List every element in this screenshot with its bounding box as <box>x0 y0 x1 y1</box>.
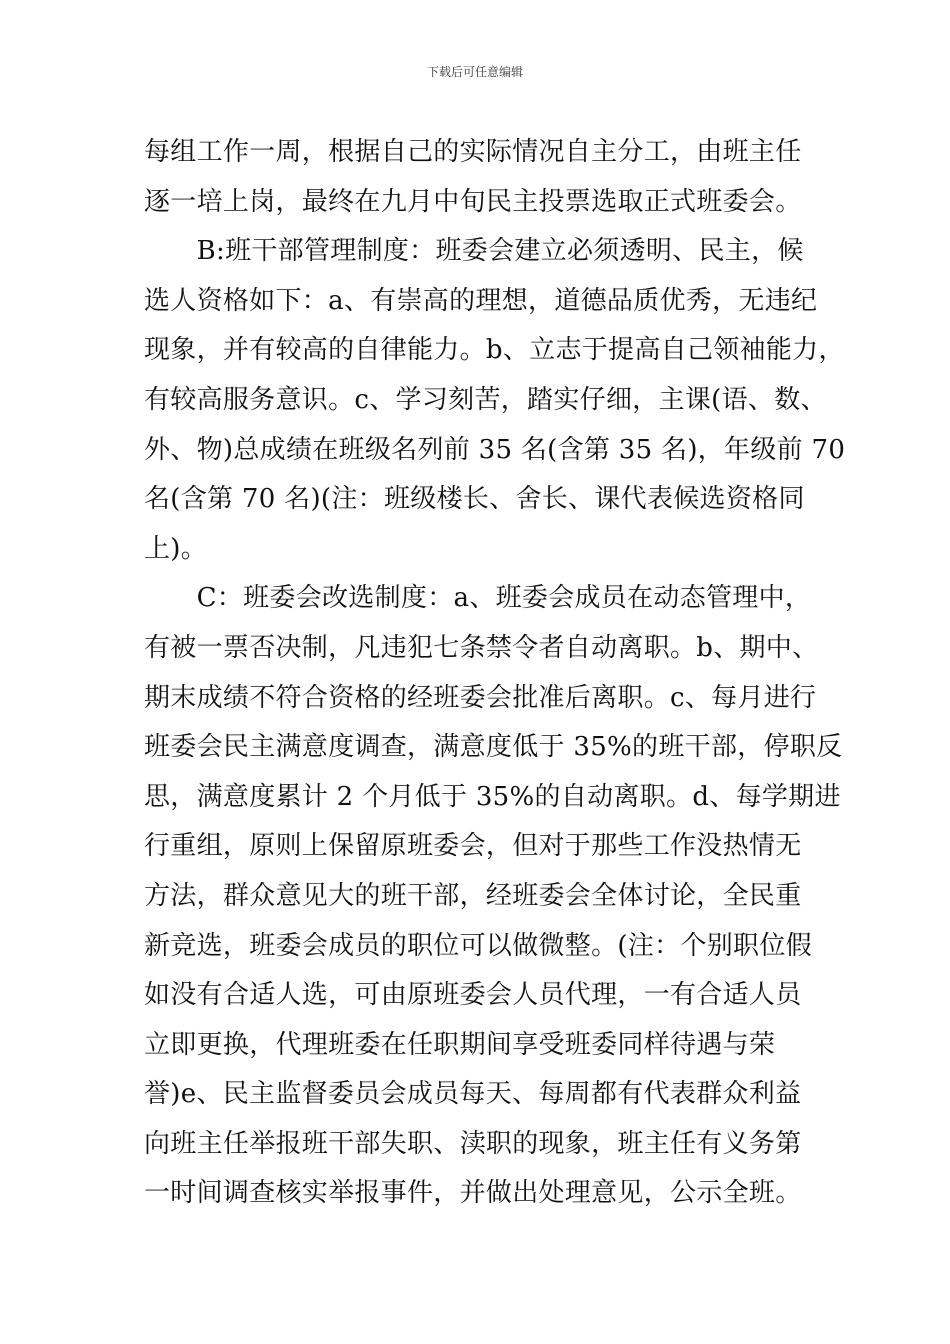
text-line: 现象，并有较高的自律能力。b、立志于提高自己领袖能力， <box>144 335 845 366</box>
page-header: 下载后可任意编辑 <box>426 65 523 79</box>
document-body <box>144 128 846 1219</box>
text-line: 立即更换，代理班委在任职期间享受班委同样待遇与荣 <box>144 1029 776 1060</box>
text-line: 行重组，原则上保留原班委会，但对于那些工作没热情无 <box>144 831 802 862</box>
text-line: 新竞选，班委会成员的职位可以做微整。(注：个别职位假 <box>144 930 812 961</box>
text-line: 班委会民主满意度调查，满意度低于 35%的班干部，停职反 <box>144 732 843 763</box>
text-line: 向班主任举报班干部失职、渎职的现象，班主任有义务第 <box>144 1128 802 1159</box>
text-line: 上)。 <box>144 533 208 564</box>
text-line: B:班干部管理制度：班委会建立必须透明、民主，候 <box>144 236 804 267</box>
text-line: 名(含第 70 名)(注：班级楼长、舍长、课代表候选资格同 <box>144 484 805 515</box>
text-line: 誉)e、民主监督委员会成员每天、每周都有代表群众利益 <box>144 1079 802 1110</box>
text-line: 思，满意度累计 2 个月低于 35%的自动离职。d、每学期进 <box>144 781 841 812</box>
text-line: 每组工作一周，根据自己的实际情况自主分工，由班主任 <box>144 137 802 167</box>
text-line: 方法，群众意见大的班干部，经班委会全体讨论，全民重 <box>144 880 802 911</box>
text-line: 逐一培上岗，最终在九月中旬民主投票选取正式班委会。 <box>144 186 802 217</box>
text-line: 外、物)总成绩在班级名列前 35 名(含第 35 名)，年级前 70 <box>144 434 846 465</box>
text-line: 有被一票否决制，凡违犯七条禁令者自动离职。b、期中、 <box>144 632 819 663</box>
text-line: 一时间调查核实举报事件，并做出处理意见，公示全班。 <box>144 1178 802 1209</box>
text-line: C：班委会改选制度：a、班委会成员在动态管理中， <box>144 583 812 614</box>
text-line: 有较高服务意识。c、学习刻苦，踏实仔细，主课(语、数、 <box>144 384 827 415</box>
text-line: 期末成绩不符合资格的经班委会批准后离职。c、每月进行 <box>144 682 817 713</box>
text-line: 如没有合适人选，可由原班委会人员代理，一有合适人员 <box>144 980 802 1011</box>
text-line: 选人资格如下：a、有崇高的理想，道德品质优秀，无违纪 <box>144 285 818 316</box>
